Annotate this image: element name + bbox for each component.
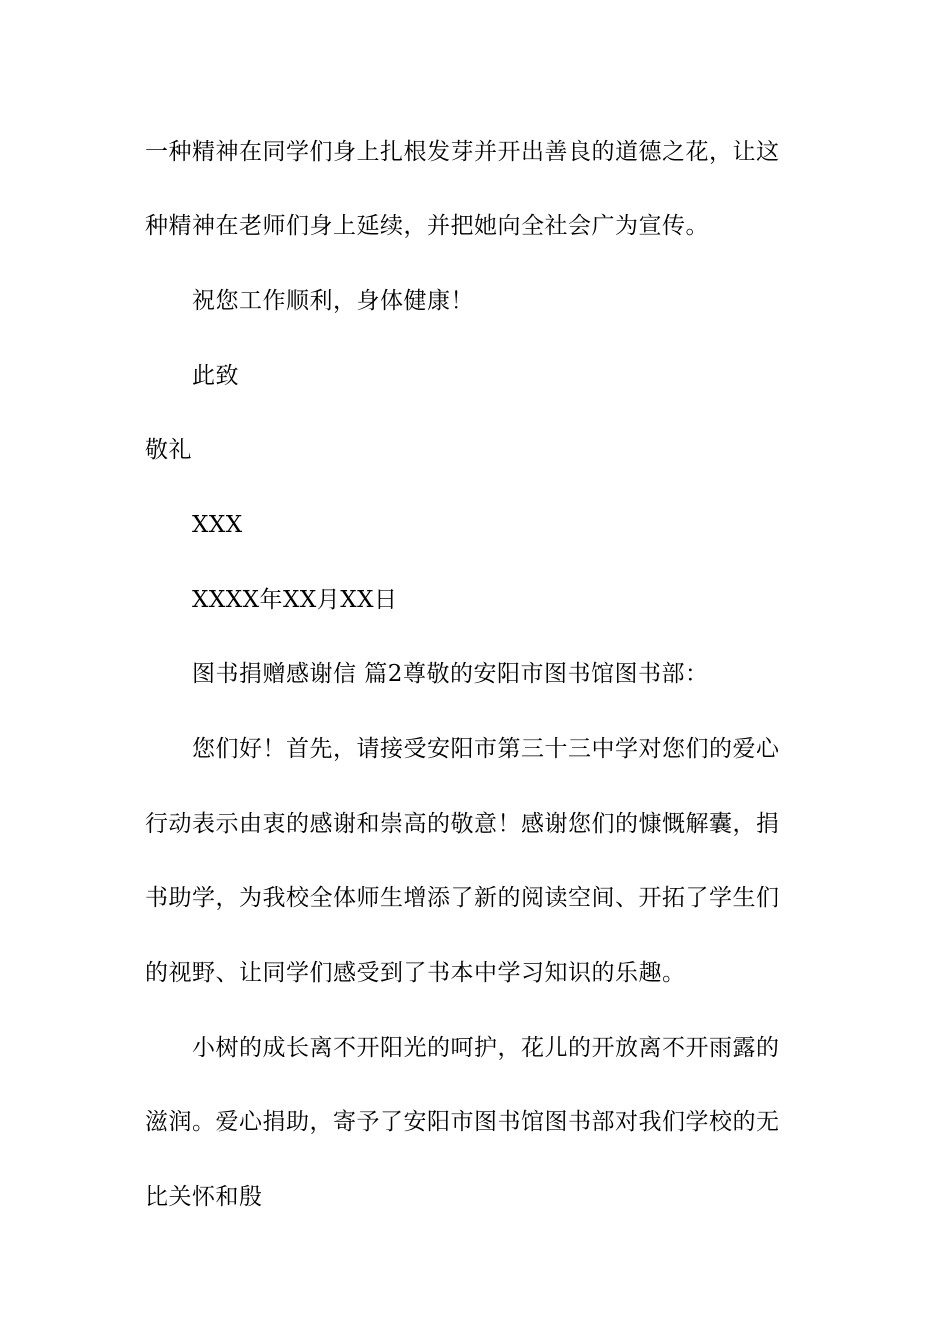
salutation-respect: 敬礼 <box>145 437 192 463</box>
date-line: XXXX年XX月XX日 <box>192 587 398 613</box>
paragraph-line: 行动表示由衷的感谢和崇高的敬意！感谢您们的慷慨解囊，捐 <box>145 811 780 837</box>
letter-title: 图书捐赠感谢信 篇2尊敬的安阳市图书馆图书部： <box>192 661 709 687</box>
paragraph-line: 的视野、让同学们感受到了书本中学习知识的乐趣。 <box>145 960 686 986</box>
paragraph-line: 种精神在老师们身上延续，并把她向全社会广为宣传。 <box>145 213 709 239</box>
paragraph-line: 一种精神在同学们身上扎根发芽并开出善良的道德之花，让这 <box>145 139 780 165</box>
paragraph-line: 比关怀和殷 <box>145 1184 263 1210</box>
paragraph-line: 书助学，为我校全体师生增添了新的阅读空间、开拓了学生们 <box>145 885 780 911</box>
salutation-close: 此致 <box>192 363 239 389</box>
signature: XXX <box>192 512 243 538</box>
closing-wish: 祝您工作顺利，身体健康！ <box>192 288 474 314</box>
paragraph-line: 小树的成长离不开阳光的呵护，花儿的开放离不开雨露的 <box>192 1035 780 1061</box>
paragraph-line: 滋润。爱心捐助，寄予了安阳市图书馆图书部对我们学校的无 <box>145 1109 780 1135</box>
paragraph-line: 您们好！首先，请接受安阳市第三十三中学对您们的爱心 <box>192 736 780 762</box>
